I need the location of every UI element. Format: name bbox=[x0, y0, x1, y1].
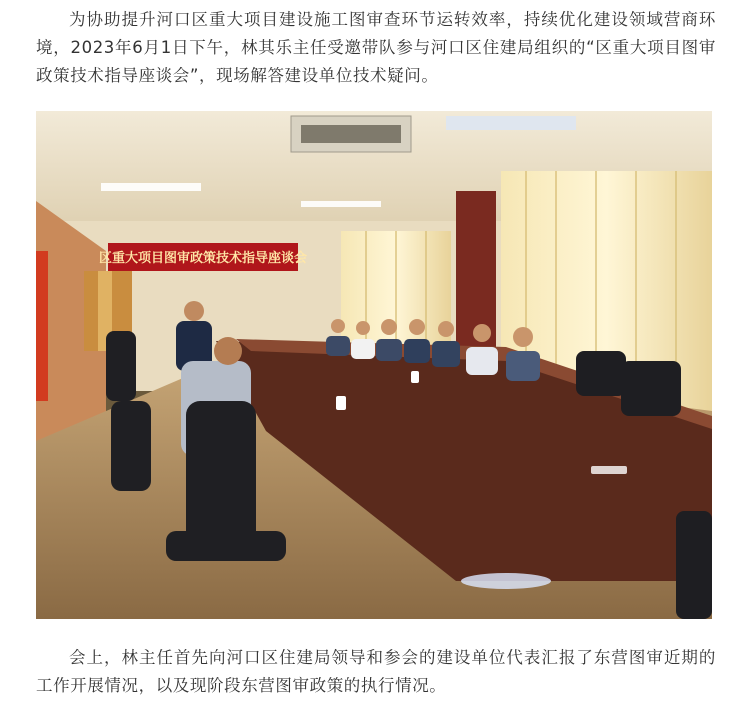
meeting-photo bbox=[36, 111, 712, 619]
banner-text: 区重大项目图审政策技术指导座谈会 bbox=[98, 251, 308, 266]
followup-paragraph: 会上，林主任首先向河口区住建局领导和参会的建设单位代表汇报了东营图审近期的工作开展情况，以及现阶段东营图审政策的执行情况。 bbox=[36, 648, 716, 695]
intro-paragraph: 为协助提升河口区重大项目建设施工图审查环节运转效率，持续优化建设领域营商环境，2023年6月1日下午，林其乐主任受邀带队参与河口区住建局组织的“区重大项目图审政策技术指导座谈会”，现场解答建设单位技术疑问。 bbox=[36, 10, 716, 85]
